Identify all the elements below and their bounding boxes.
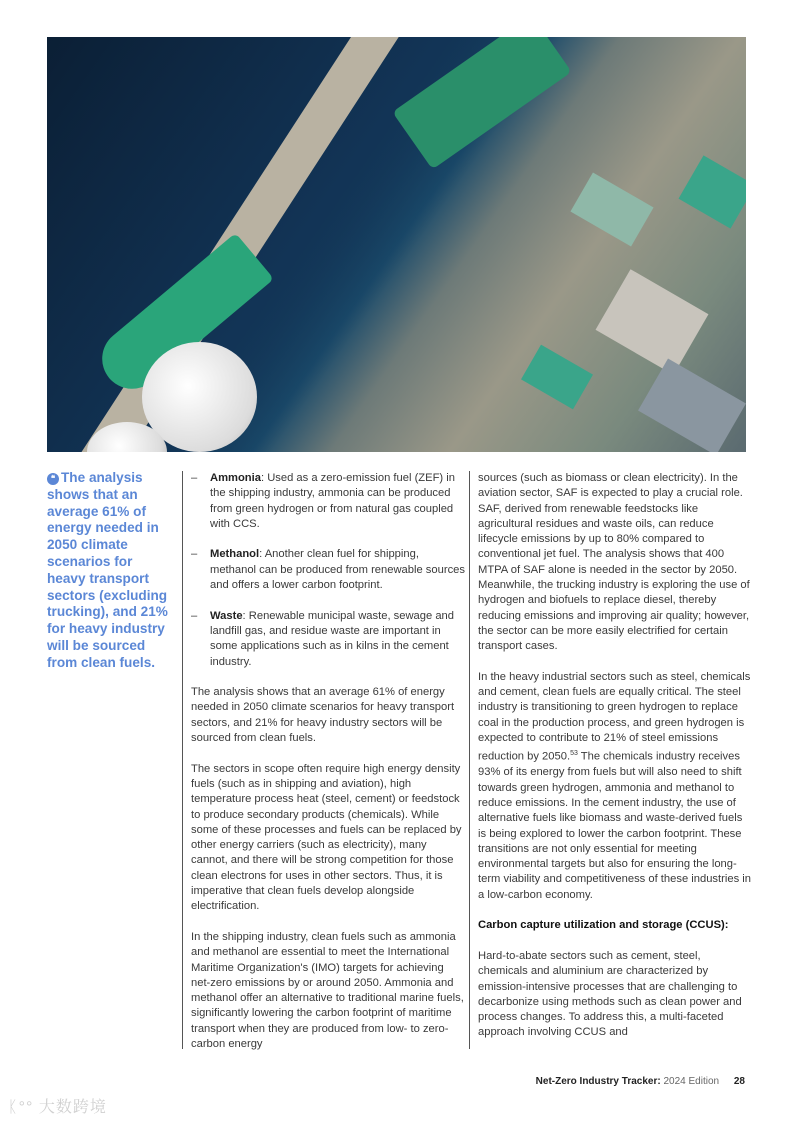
footer-edition: 2024 Edition	[663, 1076, 720, 1087]
bullet-term: Methanol	[210, 548, 260, 561]
footnote-ref[interactable]: 53	[570, 750, 578, 758]
column-2	[182, 471, 465, 1049]
paragraph	[478, 670, 752, 903]
aerial-port-photo	[47, 37, 746, 452]
paragraph: The analysis shows that an average 61% of energy needed in 2050 climate scenarios for heavy transport sectors, and 21% for heavy industry sectors will be sourced from clean fuels.	[191, 686, 455, 745]
pull-quote	[47, 470, 172, 672]
paragraph: In the shipping industry, clean fuels such as ammonia and methanol are essential to meet the International Maritime Organization's (IMO) targets for achieving net-zero emissions by or around 2050. Ammonia and methanol offer an alternative to traditional marine fuels, significantly lowering the carbon footprint of maritime transport when they are produced from low- to zero-carbon energy	[191, 930, 464, 1050]
footer-title: Net-Zero Industry Tracker:	[535, 1076, 661, 1087]
bullet-text: : Used as a zero-emission fuel (ZEF) in the shipping industry, ammonia can be produced from green hydrogen or from natural gas coupled with CCS.	[210, 472, 455, 530]
paragraph: The sectors in scope often require high energy density fuels (such as in shipping and aviation), high temperature process heat (steel, cement) or feedstock to produce secondary products (chemicals). While some of these processes and fuels can be replaced by other energy carriers (such as electricity), many cannot, and there will be strong competition for those clean electrons for uses in other sectors. Thus, it is imperative that clean fuels develop alongside electrification.	[191, 762, 462, 913]
page-footer	[536, 1076, 745, 1087]
bullet-text: : Renewable municipal waste, sewage and landfill gas, and residue waste are important in some applications such as in kilns in the cement industry.	[210, 609, 454, 668]
paragraph-text: The chemicals industry receives 93% of its energy from fuels but will also need to shift towards green hydrogen, ammonia and methanol to reduce emissions. In the cement industry, the use of alternative fuels like biomass and waste-derived fuels is being explored to lower the carbon footprint. These transitions are not only essential for meeting environmental targets but also for ensuring the long-term viability and competitiveness of these industries in a low-carbon economy.	[478, 751, 751, 901]
bullet-term: Waste	[210, 609, 243, 622]
watermark	[8, 1094, 107, 1117]
section-heading: Carbon capture utilization and storage (CCUS):	[478, 919, 729, 932]
bullet-term: Ammonia	[210, 472, 261, 484]
bullet-methanol: – Methanol: Another clean fuel for shipping, methanol can be produced from renewable sources and offers a lower carbon footprint.	[191, 548, 465, 592]
page-number: 28	[733, 1076, 745, 1087]
bullet-waste: – Waste: Renewable municipal waste, sewage and landfill gas, and residue waste are important in some applications such as in kilns in the cement industry.	[191, 609, 454, 668]
bullet-ammonia: – Ammonia: Used as a zero-emission fuel (ZEF) in the shipping industry, ammonia can be produced from green hydrogen or from natural gas coupled with CCS.	[191, 472, 455, 530]
pull-quote-text: The analysis shows that an average 61% of energy needed in 2050 climate scenarios for heavy transport sectors (excluding trucking), and 21% for heavy industry will be sourced from clean fuels.	[47, 470, 168, 670]
paragraph: sources (such as biomass or clean electricity). In the aviation sector, SAF is expected to play a crucial role. SAF, derived from renewable feedstocks like agricultural residues and waste oils, can reduce lifecycle emissions by up to 80% compared to conventional jet fuel. The analysis shows that 400 MTPA of SAF alone is needed in the sector by 2050. Meanwhile, the trucking industry is exploring the use of hydrogen and biofuels to replace diesel, thereby reducing emissions and improving air quality; however, the sector can be more easily electrified for certain transport cases.	[478, 472, 750, 653]
paragraph-text: In the heavy industrial sectors such as steel, chemicals and cement, clean fuels are equally critical. The steel industry is transitioning to green hydrogen to replace coal in the production process, and green hydrogen is expected to contribute to 21% of steel emissions reduction by 2050.	[478, 670, 751, 764]
paragraph: Hard-to-abate sectors such as cement, steel, chemicals and aluminium are characterized by emission-intensive processes that are challenging to decarbonize using methods such as clean power and process changes. To address this, a multi-faceted approach involving CCUS and	[478, 949, 742, 1039]
column-3	[469, 471, 752, 1049]
quote-icon: ❝	[47, 473, 59, 485]
watermark-text: 大数跨境	[38, 1099, 107, 1116]
bullet-text: : Another clean fuel for shipping, methanol can be produced from renewable sources and offers a lower carbon footprint.	[210, 548, 465, 592]
watermark-logo-icon: ᛕ°°	[8, 1099, 34, 1116]
